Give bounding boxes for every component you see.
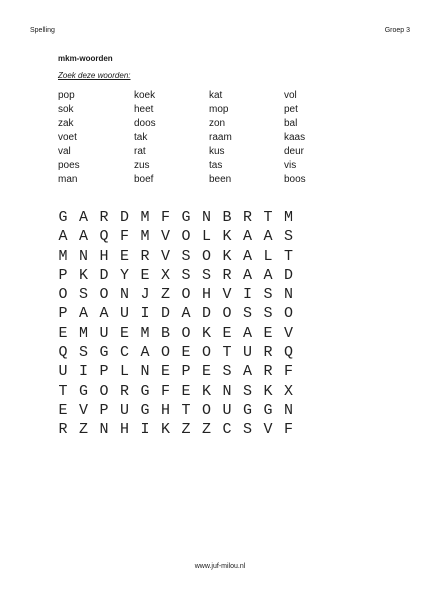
grid-letter: L [263, 247, 273, 265]
grid-letter: I [140, 421, 150, 439]
grid-letter: O [201, 247, 211, 265]
grid-letter: N [283, 286, 293, 304]
grid-letter: N [119, 286, 129, 304]
grid-letter: H [160, 401, 170, 419]
grid-letter: S [283, 228, 293, 246]
word-item: koek [134, 90, 156, 101]
grid-letter: O [181, 228, 191, 246]
grid-letter: E [140, 266, 150, 284]
grid-letter: M [140, 324, 150, 342]
grid-letter: S [78, 344, 88, 362]
word-item: sok [58, 104, 74, 115]
word-item: vis [284, 160, 297, 171]
grid-letter: Y [119, 266, 129, 284]
grid-letter: Z [78, 421, 88, 439]
grid-letter: I [140, 305, 150, 323]
grid-letter: D [201, 305, 211, 323]
grid-letter: R [263, 344, 273, 362]
word-row [58, 103, 358, 117]
grid-letter: S [181, 247, 191, 265]
grid-letter: I [242, 286, 252, 304]
word-row [58, 173, 358, 187]
word-item: val [58, 146, 71, 157]
grid-letter: Z [181, 421, 191, 439]
grid-letter: X [283, 382, 293, 400]
word-row [58, 131, 358, 145]
word-item: pet [284, 104, 298, 115]
grid-letter: O [58, 286, 68, 304]
grid-letter: S [222, 363, 232, 381]
grid-letter: B [222, 209, 232, 226]
grid-letter: N [78, 247, 88, 265]
grid-letter: A [242, 266, 252, 284]
grid-letter: C [222, 421, 232, 439]
grid-letter: I [78, 363, 88, 381]
grid-letter: G [99, 344, 109, 362]
grid-letter: K [263, 382, 273, 400]
grid-letter: R [222, 266, 232, 284]
grid-letter: A [78, 305, 88, 323]
grid-letter: Q [283, 344, 293, 362]
grid-row [55, 266, 305, 285]
word-item: voet [58, 132, 77, 143]
grid-letter: V [263, 421, 273, 439]
grid-letter: S [242, 382, 252, 400]
word-item: kaas [284, 132, 306, 143]
grid-letter: J [140, 286, 150, 304]
grid-letter: H [99, 247, 109, 265]
grid-letter: A [263, 266, 273, 284]
grid-row [55, 324, 305, 343]
grid-letter: A [181, 305, 191, 323]
grid-row [55, 401, 305, 420]
word-item: kus [209, 146, 225, 157]
grid-letter: P [58, 266, 68, 284]
grid-letter: T [181, 401, 191, 419]
grid-letter: O [181, 286, 191, 304]
word-search-grid [55, 208, 305, 440]
grid-letter: Q [99, 228, 109, 246]
grid-letter: R [140, 247, 150, 265]
grid-letter: H [201, 286, 211, 304]
grid-letter: D [99, 266, 109, 284]
word-list [58, 89, 358, 187]
grid-row [55, 304, 305, 323]
word-item: kat [209, 90, 223, 101]
grid-letter: O [160, 344, 170, 362]
grid-letter: S [242, 305, 252, 323]
grid-row [55, 420, 305, 439]
word-row [58, 159, 358, 173]
word-item: doos [134, 118, 156, 129]
grid-letter: V [78, 401, 88, 419]
grid-letter: A [99, 305, 109, 323]
grid-letter: S [181, 266, 191, 284]
grid-letter: O [222, 305, 232, 323]
grid-letter: A [242, 324, 252, 342]
grid-letter: O [181, 324, 191, 342]
word-item: mop [209, 104, 229, 115]
grid-letter: O [283, 305, 293, 323]
grid-letter: S [242, 421, 252, 439]
grid-letter: U [119, 305, 129, 323]
grid-letter: H [119, 421, 129, 439]
word-item: heet [134, 104, 154, 115]
word-row [58, 89, 358, 103]
grid-letter: Z [201, 421, 211, 439]
word-item: zak [58, 118, 74, 129]
grid-letter: E [263, 324, 273, 342]
grid-letter: T [222, 344, 232, 362]
grid-letter: A [58, 228, 68, 246]
grid-letter: L [201, 228, 211, 246]
grid-letter: S [201, 266, 211, 284]
grid-letter: E [58, 324, 68, 342]
grid-letter: M [283, 209, 293, 226]
grid-letter: O [201, 344, 211, 362]
grid-letter: D [119, 209, 129, 226]
word-item: tas [209, 160, 223, 171]
grid-letter: M [140, 228, 150, 246]
grid-letter: P [99, 401, 109, 419]
grid-letter: K [201, 382, 211, 400]
grid-letter: M [140, 209, 150, 226]
word-item: raam [209, 132, 232, 143]
grid-letter: Z [160, 286, 170, 304]
grid-letter: G [181, 209, 191, 226]
grid-letter: S [263, 305, 273, 323]
grid-letter: N [140, 363, 150, 381]
grid-letter: V [222, 286, 232, 304]
grid-row [55, 247, 305, 266]
grid-letter: P [58, 305, 68, 323]
grid-letter: V [160, 228, 170, 246]
grid-letter: K [222, 228, 232, 246]
grid-letter: T [283, 247, 293, 265]
word-item: pop [58, 90, 75, 101]
word-item: tak [134, 132, 148, 143]
grid-letter: E [201, 363, 211, 381]
footer-website: www.juf-milou.nl [194, 563, 246, 570]
grid-letter: Q [58, 344, 68, 362]
worksheet-title: mkm-woorden [58, 54, 113, 63]
grid-letter: U [242, 344, 252, 362]
word-row [58, 117, 358, 131]
grid-letter: F [119, 228, 129, 246]
grid-letter: O [99, 286, 109, 304]
grid-letter: G [263, 401, 273, 419]
grid-letter: X [160, 266, 170, 284]
grid-letter: A [140, 344, 150, 362]
word-item: zon [209, 118, 226, 129]
word-item: vol [284, 90, 297, 101]
grid-letter: K [160, 421, 170, 439]
grid-letter: A [78, 209, 88, 226]
header-subject: Spelling [30, 27, 55, 34]
grid-letter: P [181, 363, 191, 381]
grid-letter: G [242, 401, 252, 419]
grid-letter: G [140, 382, 150, 400]
grid-letter: B [160, 324, 170, 342]
grid-letter: A [242, 363, 252, 381]
grid-letter: U [58, 363, 68, 381]
grid-letter: F [283, 363, 293, 381]
grid-letter: U [119, 401, 129, 419]
instruction-text: Zoek deze woorden: [58, 71, 131, 80]
grid-letter: S [263, 286, 273, 304]
grid-letter: T [58, 382, 68, 400]
grid-letter: F [160, 209, 170, 226]
grid-letter: D [283, 266, 293, 284]
grid-letter: R [58, 421, 68, 439]
grid-letter: C [119, 344, 129, 362]
grid-row [55, 208, 305, 227]
word-row [58, 145, 358, 159]
grid-letter: E [181, 382, 191, 400]
word-item: man [58, 174, 78, 185]
grid-letter: P [99, 363, 109, 381]
grid-letter: R [99, 209, 109, 226]
grid-letter: O [99, 382, 109, 400]
grid-letter: T [263, 209, 273, 226]
word-item: been [209, 174, 232, 185]
grid-letter: G [140, 401, 150, 419]
grid-letter: E [160, 363, 170, 381]
grid-letter: D [160, 305, 170, 323]
word-item: boef [134, 174, 154, 185]
grid-letter: V [160, 247, 170, 265]
grid-letter: A [242, 247, 252, 265]
word-item: bal [284, 118, 298, 129]
grid-letter: R [119, 382, 129, 400]
grid-row [55, 362, 305, 381]
word-item: zus [134, 160, 150, 171]
grid-letter: N [222, 382, 232, 400]
grid-letter: G [78, 382, 88, 400]
grid-letter: E [119, 247, 129, 265]
grid-letter: E [119, 324, 129, 342]
word-item: deur [284, 146, 305, 157]
grid-letter: R [263, 363, 273, 381]
grid-letter: N [283, 401, 293, 419]
grid-row [55, 343, 305, 362]
word-item: poes [58, 160, 80, 171]
grid-letter: U [222, 401, 232, 419]
grid-letter: L [119, 363, 129, 381]
grid-letter: M [58, 247, 68, 265]
grid-letter: U [99, 324, 109, 342]
header-group: Groep 3 [384, 27, 410, 34]
grid-row [55, 285, 305, 304]
grid-letter: K [201, 324, 211, 342]
grid-letter: K [222, 247, 232, 265]
grid-letter: G [58, 209, 68, 226]
grid-row [55, 227, 305, 246]
grid-letter: N [99, 421, 109, 439]
grid-letter: R [242, 209, 252, 226]
grid-letter: F [160, 382, 170, 400]
grid-letter: A [263, 228, 273, 246]
grid-letter: E [181, 344, 191, 362]
word-item: boos [284, 174, 306, 185]
grid-letter: A [242, 228, 252, 246]
grid-letter: N [201, 209, 211, 226]
grid-letter: E [58, 401, 68, 419]
grid-letter: V [283, 324, 293, 342]
grid-letter: A [78, 228, 88, 246]
grid-letter: E [222, 324, 232, 342]
grid-letter: F [283, 421, 293, 439]
grid-row [55, 382, 305, 401]
grid-letter: S [78, 286, 88, 304]
grid-letter: K [78, 266, 88, 284]
grid-letter: O [201, 401, 211, 419]
grid-letter: M [78, 324, 88, 342]
word-item: rat [134, 146, 146, 157]
